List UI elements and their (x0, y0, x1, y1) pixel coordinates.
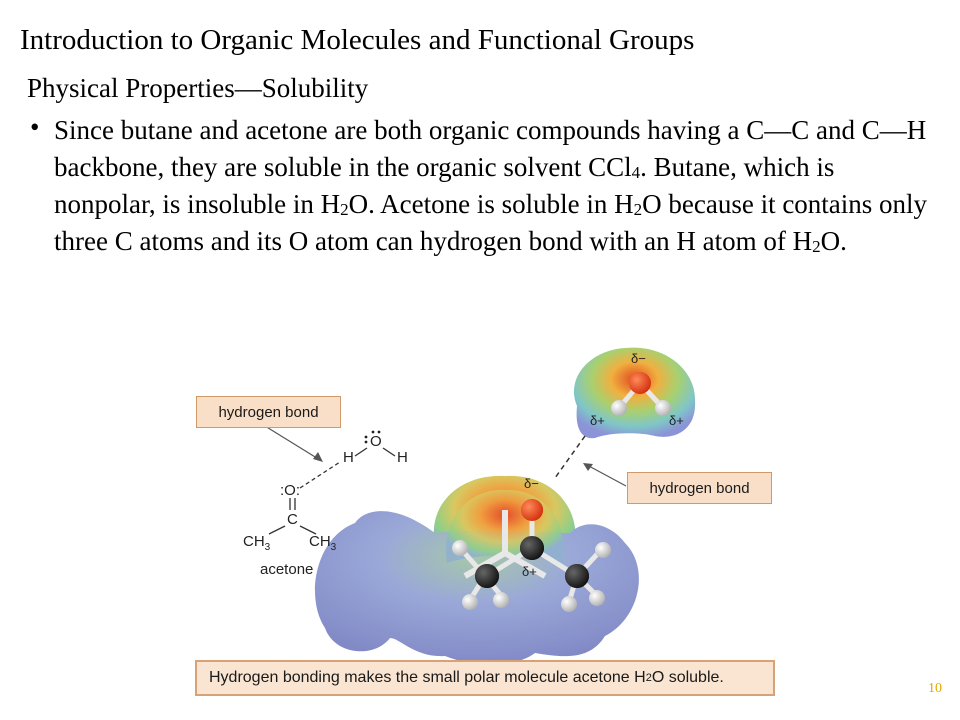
water-delta-plus-right: δ+ (669, 413, 684, 428)
acetone-delta-minus: δ− (524, 476, 539, 491)
lone-pair-dot (365, 441, 368, 444)
caption-text: Hydrogen bonding makes the small polar molecule acetone H (209, 669, 646, 686)
hydrogen-atom (452, 540, 468, 556)
text-part: Since butane and acetone are both organic compounds having a C—C and C—H backbone, they are soluble in the organic solvent CCl (54, 115, 927, 182)
lone-pair-dot (372, 431, 375, 434)
water-potential-map (574, 348, 695, 439)
acetone-delta-plus: δ+ (522, 564, 537, 579)
hydrogen-bond-dash-map (555, 436, 585, 478)
subscript: 4 (631, 163, 641, 182)
subscript: 2 (340, 200, 349, 219)
single-bond-line (269, 526, 285, 534)
carbon-atom (520, 536, 544, 560)
water-h1-text: H (343, 449, 354, 466)
acetone-potential-map (315, 476, 639, 665)
water-h2-text: H (397, 449, 408, 466)
caption-text: O soluble. (651, 669, 724, 686)
subscript: 2 (633, 200, 643, 219)
label-arrow-left (265, 426, 320, 460)
subscript: 2 (812, 237, 821, 256)
slide-subtitle: Physical Properties—Solubility (27, 73, 369, 103)
carbon-atom (475, 564, 499, 588)
slide-title: Introduction to Organic Molecules and Functional Groups (20, 24, 695, 56)
bullet-marker: • (30, 112, 40, 142)
lone-pair-dot (378, 431, 381, 434)
hydrogen-bond-label-left: hydrogen bond (196, 396, 341, 428)
water-oxygen-atom (629, 372, 651, 394)
acetone-name-text: acetone (260, 561, 314, 578)
text-part: . Butane, which is nonpolar, is insoluble in H (54, 152, 835, 219)
hydrogen-atom (462, 594, 478, 610)
acetone-carbon-text: C (287, 511, 298, 528)
hydrogen-bond-dash-lewis (300, 462, 340, 488)
acetone-oxygen-text: :O: (280, 482, 301, 499)
water-bond-line (355, 448, 367, 456)
carbon-atom (565, 564, 589, 588)
text-part: O. Acetone is soluble in H (348, 189, 634, 219)
ch3-right-text (309, 533, 337, 553)
figure-caption (195, 660, 775, 696)
hydrogen-atom (561, 596, 577, 612)
lone-pair-dot (365, 436, 368, 439)
water-delta-minus: δ− (631, 351, 646, 366)
oxygen-atom (521, 499, 543, 521)
ch3-left-sub: 3 (264, 542, 271, 553)
water-oxygen-text: O (370, 433, 382, 450)
water-hydrogen-atom (611, 400, 627, 416)
bullet-paragraph (30, 112, 930, 260)
hydrogen-atom (493, 592, 509, 608)
label-arrow-right (587, 465, 626, 486)
ch3-left-text (243, 533, 271, 553)
caption-subscript: 2 (645, 672, 652, 684)
arrowhead-left (313, 452, 323, 462)
water-delta-plus-left: δ+ (590, 413, 605, 428)
hydrogen-atom (589, 590, 605, 606)
figure-graphic (185, 338, 785, 708)
text-part: O because it contains only three C atoms and its O atom can hydrogen bond with an H atom of H (54, 189, 928, 256)
hydrogen-bond-label-right: hydrogen bond (627, 472, 772, 504)
water-bond-line (383, 448, 395, 456)
ch3-right-sub: 3 (330, 542, 337, 553)
ch3-left: CH (243, 533, 265, 550)
slide-number: 10 (928, 681, 942, 696)
hydrogen-atom (595, 542, 611, 558)
bullet-text (54, 112, 930, 260)
text-part: O. (820, 226, 847, 256)
ch3-right: CH (309, 533, 331, 550)
hydrogen-bond-figure (185, 338, 785, 708)
